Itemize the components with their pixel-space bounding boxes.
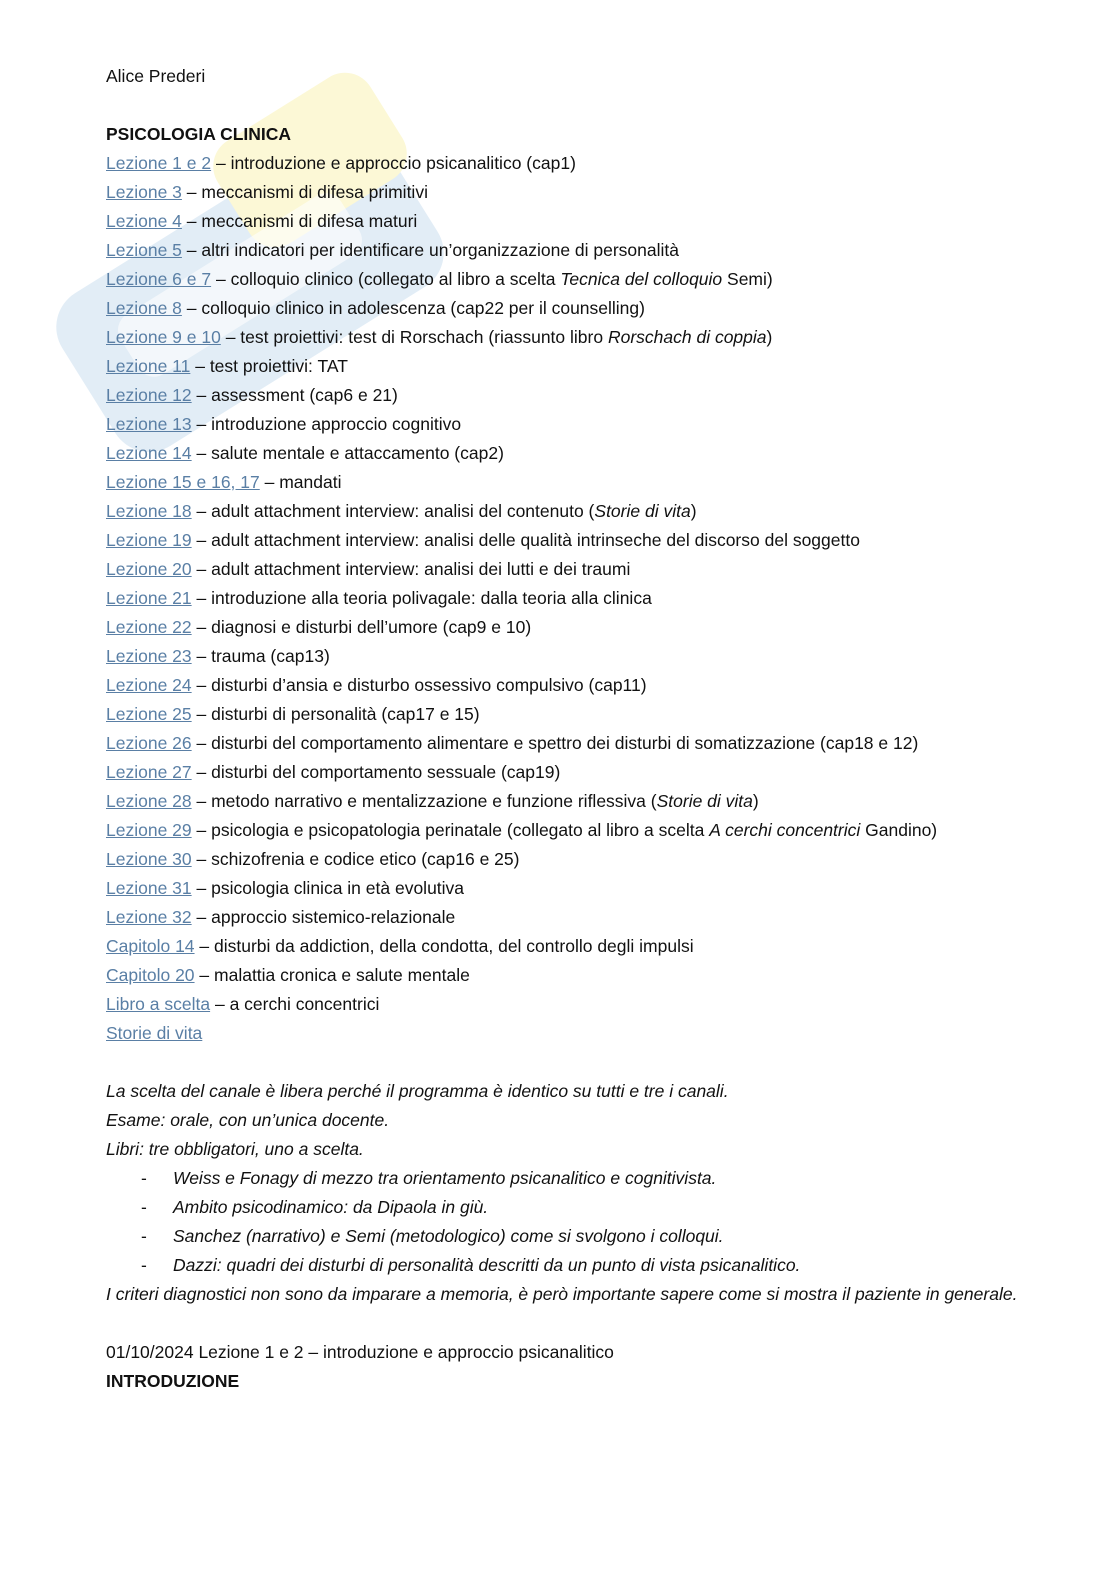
toc-link[interactable]: Lezione 28: [106, 791, 192, 811]
toc-link[interactable]: Lezione 14: [106, 443, 192, 463]
course-notes: [106, 1077, 1026, 1309]
toc-separator: –: [210, 994, 230, 1014]
toc-description: adult attachment interview: analisi dei lutti e dei traumi: [211, 559, 631, 579]
toc-description: Semi): [722, 269, 773, 289]
toc-separator: –: [191, 849, 212, 869]
toc-item: [106, 178, 1026, 207]
toc-description: ): [752, 791, 759, 811]
toc-description: psicologia clinica in età evolutiva: [211, 878, 465, 898]
toc-link[interactable]: Lezione 1 e 2: [106, 153, 212, 173]
toc-link[interactable]: Lezione 24: [106, 675, 192, 695]
toc-item: [106, 352, 1026, 381]
toc-description: disturbi di personalità (cap17 e 15): [211, 704, 480, 724]
toc-link[interactable]: Lezione 5: [106, 240, 182, 260]
toc-description: ): [690, 501, 697, 521]
toc-description: adult attachment interview: analisi delle qualità intrinseche del discorso del soggetto: [211, 530, 860, 550]
toc-link[interactable]: Lezione 12: [106, 385, 192, 405]
toc-link[interactable]: Lezione 32: [106, 907, 192, 927]
toc-description: disturbi del comportamento alimentare e spettro dei disturbi di somatizzazione (cap18 e 12): [211, 733, 919, 753]
toc-separator: –: [191, 762, 212, 782]
document-page: [106, 62, 1026, 1396]
toc-link[interactable]: Lezione 27: [106, 762, 192, 782]
toc-separator: –: [191, 530, 212, 550]
bullet-text: Dazzi: quadri dei disturbi di personalità descritti da un punto di vista psicanalitico.: [173, 1255, 801, 1275]
toc-item: [106, 236, 1026, 265]
toc-link[interactable]: Lezione 11: [106, 356, 191, 376]
toc-separator: –: [191, 733, 212, 753]
bullet-text: Sanchez (narrativo) e Semi (metodologico) come si svolgono i colloqui.: [173, 1226, 724, 1246]
toc-separator: –: [211, 269, 231, 289]
toc-description: schizofrenia e codice etico (cap16 e 25): [211, 849, 520, 869]
toc-description: disturbi del comportamento sessuale (cap19): [211, 762, 561, 782]
author-name: Alice Prederi: [106, 66, 206, 86]
toc-link[interactable]: Lezione 9 e 10: [106, 327, 221, 347]
toc-description: malattia cronica e salute mentale: [214, 965, 470, 985]
toc-link[interactable]: Lezione 6 e 7: [106, 269, 212, 289]
toc-description: metodo narrativo e mentalizzazione e funzione riflessiva (: [211, 791, 657, 811]
toc-link[interactable]: Lezione 21: [106, 588, 192, 608]
bullet-dash: -: [141, 1255, 147, 1275]
toc-separator: –: [191, 704, 212, 724]
toc-separator: –: [191, 675, 212, 695]
toc-description: diagnosi e disturbi dell’umore (cap9 e 10): [211, 617, 532, 637]
toc-item: [106, 758, 1026, 787]
toc-item: [106, 787, 1026, 816]
toc-link[interactable]: Lezione 19: [106, 530, 192, 550]
toc-item: [106, 700, 1026, 729]
toc-item: [106, 555, 1026, 584]
toc-separator: –: [191, 501, 212, 521]
toc-item: [106, 729, 1026, 758]
toc-description: introduzione e approccio psicanalitico (cap1): [230, 153, 576, 173]
toc-link[interactable]: Lezione 20: [106, 559, 192, 579]
toc-link[interactable]: Lezione 26: [106, 733, 192, 753]
toc-description: meccanismi di difesa primitivi: [201, 182, 428, 202]
books-list: [106, 1164, 1026, 1280]
toc-separator: –: [181, 182, 202, 202]
blank-line: [106, 1048, 1026, 1077]
toc-description: introduzione approccio cognitivo: [211, 414, 462, 434]
toc-description: A cerchi concentrici: [709, 820, 861, 840]
toc-separator: –: [191, 791, 212, 811]
toc-description: disturbi d’ansia e disturbo ossessivo compulsivo (cap11): [211, 675, 647, 695]
notes-closing: I criteri diagnostici non sono da imparare a memoria, è però importante sapere come si mostra il paziente in generale.: [106, 1284, 1018, 1304]
toc-description: a cerchi concentrici: [229, 994, 380, 1014]
bullet-dash: -: [141, 1197, 147, 1217]
toc-link[interactable]: Capitolo 14: [106, 936, 195, 956]
toc-link[interactable]: Libro a scelta: [106, 994, 211, 1014]
toc-description: test proiettivi: test di Rorschach (riassunto libro: [240, 327, 608, 347]
bullet-dash: -: [141, 1226, 147, 1246]
notes-line: Libri: tre obbligatori, uno a scelta.: [106, 1139, 364, 1159]
toc-link[interactable]: Lezione 23: [106, 646, 192, 666]
toc-link[interactable]: Lezione 29: [106, 820, 192, 840]
toc-item: [106, 642, 1026, 671]
toc-description: altri indicatori per identificare un’organizzazione di personalità: [201, 240, 680, 260]
lesson-heading: 01/10/2024 Lezione 1 e 2 – introduzione e approccio psicanalitico: [106, 1342, 614, 1362]
toc-description: trauma (cap13): [211, 646, 330, 666]
toc-link[interactable]: Lezione 22: [106, 617, 192, 637]
toc-description: assessment (cap6 e 21): [211, 385, 398, 405]
blank-line: [106, 91, 1026, 120]
toc-link[interactable]: Lezione 3: [106, 182, 182, 202]
toc-item: [106, 990, 1026, 1019]
toc-separator: –: [191, 559, 212, 579]
toc-separator: –: [191, 385, 212, 405]
toc-item: [106, 526, 1026, 555]
bullet-text: Weiss e Fonagy di mezzo tra orientamento psicanalitico e cognitivista.: [173, 1168, 717, 1188]
toc-description: disturbi da addiction, della condotta, del controllo degli impulsi: [214, 936, 694, 956]
bullet-text: Ambito psicodinamico: da Dipaola in giù.: [173, 1197, 489, 1217]
toc-item: [106, 613, 1026, 642]
toc-item: [106, 1019, 1026, 1048]
toc-description: psicologia e psicopatologia perinatale (collegato al libro a scelta: [211, 820, 710, 840]
toc-description: Storie di vita: [656, 791, 753, 811]
toc-item: [106, 468, 1026, 497]
toc-item: [106, 439, 1026, 468]
toc-description: Rorschach di coppia: [607, 327, 767, 347]
toc-item: [106, 381, 1026, 410]
toc-description: Storie di vita: [594, 501, 691, 521]
toc-item: [106, 265, 1026, 294]
toc-item: [106, 149, 1026, 178]
toc-link[interactable]: Lezione 13: [106, 414, 192, 434]
books-list-item: [106, 1193, 1026, 1222]
toc-separator: –: [191, 443, 212, 463]
toc-separator: –: [220, 327, 241, 347]
notes-line: Esame: orale, con un’unica docente.: [106, 1110, 390, 1130]
toc-item: [106, 932, 1026, 961]
section-heading: INTRODUZIONE: [106, 1371, 240, 1391]
toc-separator: –: [191, 617, 212, 637]
toc-separator: –: [181, 211, 202, 231]
toc-link[interactable]: Lezione 30: [106, 849, 192, 869]
toc-link[interactable]: Lezione 8: [106, 298, 182, 318]
toc-separator: –: [191, 646, 212, 666]
toc-item: [106, 903, 1026, 932]
toc-item: [106, 961, 1026, 990]
toc-item: [106, 497, 1026, 526]
toc-description: Gandino): [860, 820, 938, 840]
toc-separator: –: [211, 153, 231, 173]
blank-line: [106, 1309, 1026, 1338]
toc-separator: –: [194, 965, 215, 985]
toc-separator: –: [191, 820, 212, 840]
toc-separator: –: [194, 936, 215, 956]
toc-link[interactable]: Lezione 25: [106, 704, 192, 724]
toc-link[interactable]: Lezione 18: [106, 501, 192, 521]
toc-item: [106, 207, 1026, 236]
table-of-contents: [106, 149, 1026, 1048]
notes-line: La scelta del canale è libera perché il programma è identico su tutti e tre i canali.: [106, 1081, 729, 1101]
toc-link[interactable]: Lezione 31: [106, 878, 192, 898]
toc-description: test proiettivi: TAT: [209, 356, 348, 376]
toc-description: salute mentale e attaccamento (cap2): [211, 443, 504, 463]
toc-separator: –: [181, 240, 202, 260]
toc-item: [106, 671, 1026, 700]
toc-separator: –: [190, 356, 210, 376]
toc-description: colloquio clinico (collegato al libro a scelta: [230, 269, 561, 289]
toc-separator: –: [191, 588, 212, 608]
toc-item: [106, 410, 1026, 439]
toc-description: introduzione alla teoria polivagale: dalla teoria alla clinica: [211, 588, 652, 608]
toc-separator: –: [191, 907, 212, 927]
toc-item: [106, 874, 1026, 903]
toc-description: approccio sistemico-relazionale: [211, 907, 456, 927]
books-list-item: [106, 1251, 1026, 1280]
toc-description: adult attachment interview: analisi del contenuto (: [211, 501, 595, 521]
toc-link[interactable]: Lezione 4: [106, 211, 182, 231]
toc-link[interactable]: Lezione 15 e 16, 17: [106, 472, 260, 492]
toc-description: meccanismi di difesa maturi: [201, 211, 418, 231]
toc-link[interactable]: Storie di vita: [106, 1023, 203, 1043]
books-list-item: [106, 1164, 1026, 1193]
toc-item: [106, 584, 1026, 613]
toc-item: [106, 323, 1026, 352]
books-list-item: [106, 1222, 1026, 1251]
toc-separator: –: [191, 414, 212, 434]
toc-link[interactable]: Capitolo 20: [106, 965, 195, 985]
toc-separator: –: [181, 298, 202, 318]
toc-item: [106, 294, 1026, 323]
toc-item: [106, 845, 1026, 874]
toc-separator: –: [191, 878, 212, 898]
course-title: PSICOLOGIA CLINICA: [106, 124, 292, 144]
bullet-dash: -: [141, 1168, 147, 1188]
toc-description: Tecnica del colloquio: [560, 269, 723, 289]
toc-description: mandati: [279, 472, 342, 492]
toc-description: ): [766, 327, 773, 347]
toc-item: [106, 816, 1026, 845]
toc-description: colloquio clinico in adolescenza (cap22 per il counselling): [201, 298, 645, 318]
toc-separator: –: [259, 472, 280, 492]
